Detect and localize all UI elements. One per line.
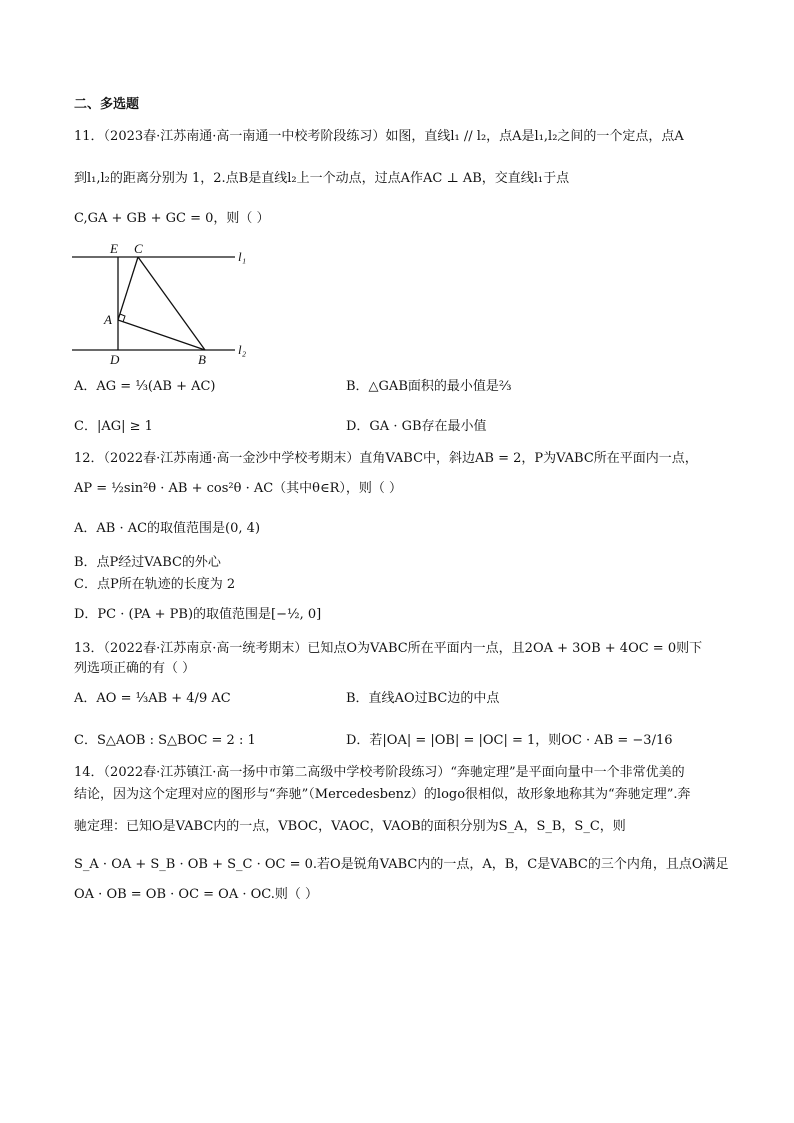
label-C: C bbox=[134, 241, 143, 256]
q12-option-b: B．点P经过VABC的外心 bbox=[74, 555, 221, 570]
q11-option-a: A．AG = ⅓(AB + AC) bbox=[74, 379, 216, 394]
q11-option-c: C．|AG| ≥ 1 bbox=[74, 419, 153, 434]
q11-stem-line-1: 11．（2023春·江苏南通·高一南通一中校考阶段练习）如图，直线l₁ // l₂，点A是l₁,l₂之间的一个定点，点A bbox=[74, 129, 684, 144]
q11-stem-line-3: C,GA + GB + GC = 0，则（ ） bbox=[74, 211, 270, 226]
label-A: A bbox=[104, 312, 112, 327]
q13-option-d: D．若|OA| = |OB| = |OC| = 1，则OC · AB = −3/16 bbox=[346, 733, 673, 748]
q13-stem-line-1: 13．（2022春·江苏南京·高一统考期末）已知点O为VABC所在平面内一点，且2OA + 3OB + 4OC = 0则下 bbox=[74, 641, 703, 656]
q11-option-b: B．△GAB面积的最小值是⅔ bbox=[346, 379, 512, 394]
label-l1: l₁ bbox=[238, 249, 247, 264]
q14-stem-line-5: OA · OB = OB · OC = OA · OC.则（ ） bbox=[74, 887, 319, 902]
q11-stem-line-2: 到l₁,l₂的距离分别为 1，2.点B是直线l₂上一个动点，过点A作AC ⊥ AB，交直线l₁于点 bbox=[74, 171, 570, 186]
label-B: B bbox=[198, 352, 206, 365]
q11-geometry-figure bbox=[70, 240, 260, 365]
q14-stem-line-4: S_A · OA + S_B · OB + S_C · OC = 0.若O是锐角VABC内的一点，A，B，C是VABC的三个内角，且点O满足 bbox=[74, 857, 729, 872]
segment-CB bbox=[138, 257, 205, 350]
q11-option-d: D．GA · GB存在最小值 bbox=[346, 419, 487, 434]
q13-option-b: B．直线AO过BC边的中点 bbox=[346, 691, 500, 706]
q13-option-a: A．AO = ⅓AB + 4/9 AC bbox=[74, 691, 231, 706]
q12-option-d: D．PC · (PA + PB)的取值范围是[−½, 0] bbox=[74, 607, 322, 622]
segment-AC bbox=[118, 257, 138, 320]
q12-option-a: A．AB · AC的取值范围是(0, 4) bbox=[74, 521, 261, 536]
q14-stem-line-3: 驰定理：已知O是VABC内的一点，VBOC，VAOC，VAOB的面积分别为S_A，S_B，S_C，则 bbox=[74, 819, 626, 834]
label-l2: l₂ bbox=[238, 342, 247, 357]
q12-stem-line-2: AP = ½sin²θ · AB + cos²θ · AC（其中θ∈R），则（ ） bbox=[74, 481, 403, 496]
q14-stem-line-1: 14．（2022春·江苏镇江·高一扬中市第二高级中学校考阶段练习）“奔驰定理”是平面向量中一个非常优美的 bbox=[74, 765, 685, 780]
q12-option-c: C．点P所在轨迹的长度为 2 bbox=[74, 577, 236, 592]
q13-stem-line-2: 列选项正确的有（ ） bbox=[74, 661, 196, 676]
q13-option-c: C．S△AOB : S△BOC = 2 : 1 bbox=[74, 733, 256, 748]
label-D: D bbox=[110, 352, 120, 365]
segment-AB bbox=[118, 320, 205, 350]
q14-stem-line-2: 结论，因为这个定理对应的图形与“奔驰”（Mercedesbenz）的logo很相似，故形象地称其为“奔驰定理”.奔 bbox=[74, 787, 691, 802]
section-heading: 二、多选题 bbox=[74, 97, 140, 112]
label-E: E bbox=[110, 241, 118, 256]
q12-stem-line-1: 12．（2022春·江苏南通·高一金沙中学校考期末）直角VABC中，斜边AB = 2，P为VABC所在平面内一点， bbox=[74, 451, 698, 466]
